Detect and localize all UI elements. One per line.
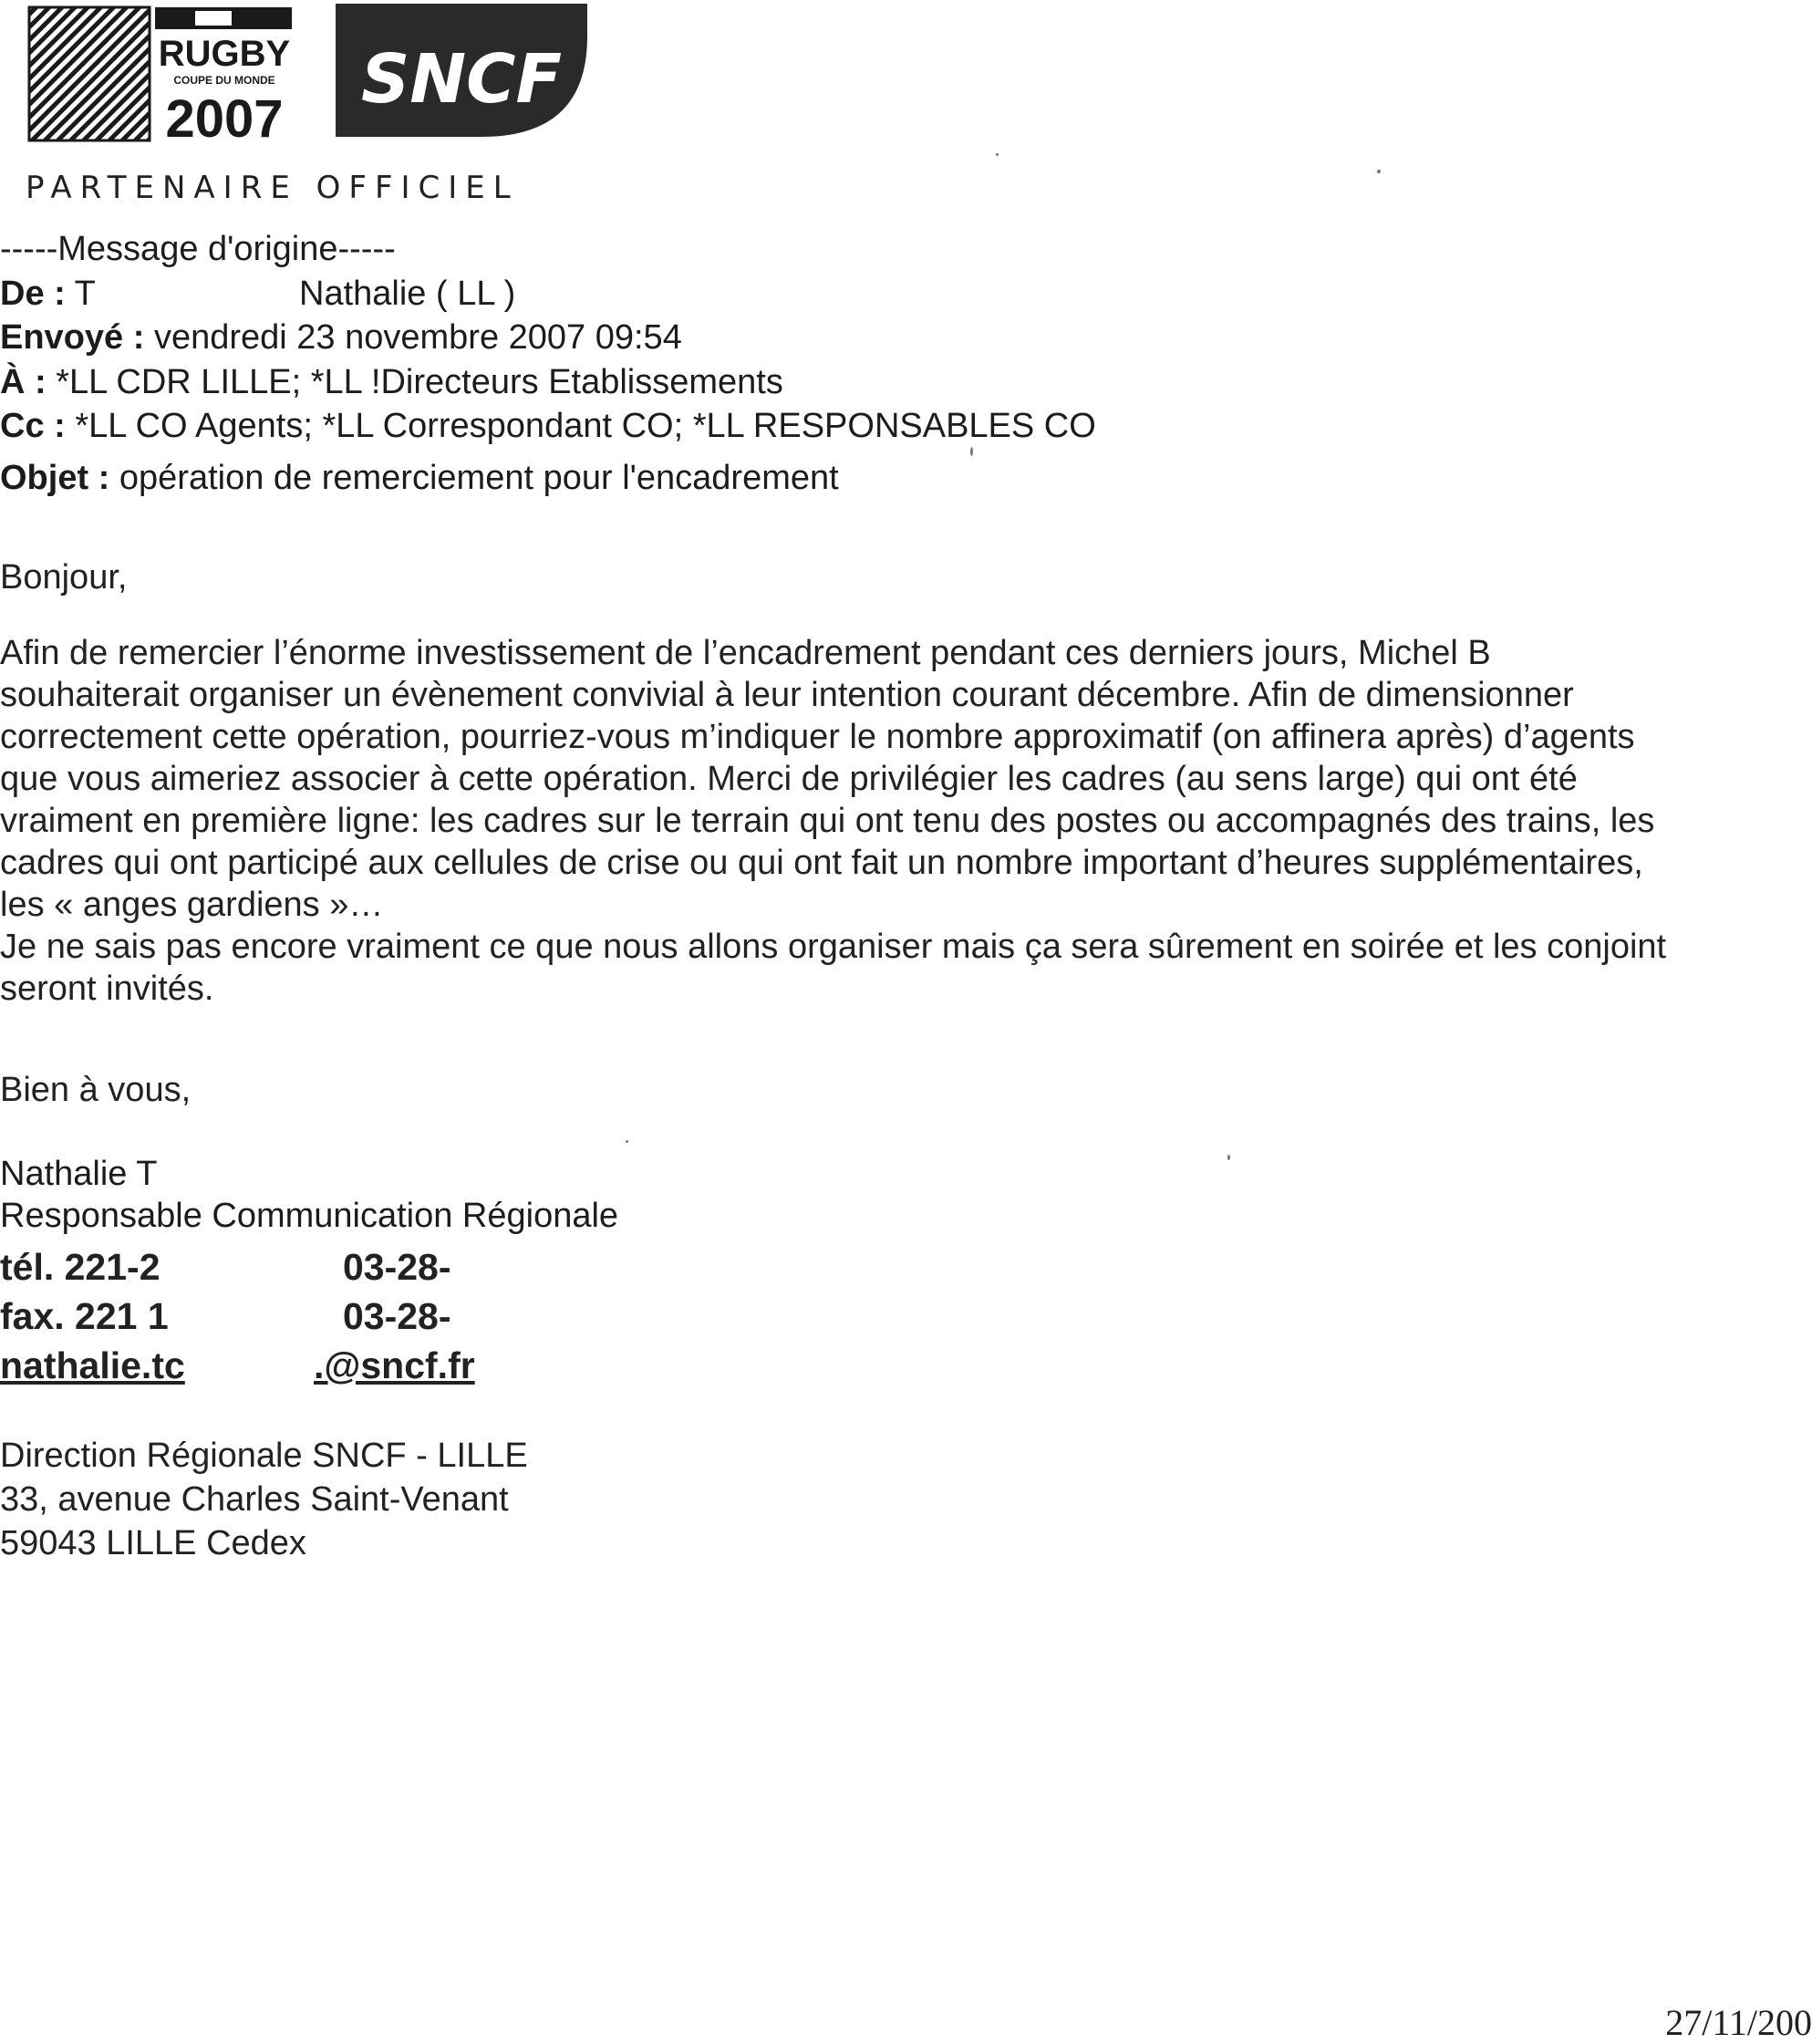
signature-block bbox=[0, 1153, 618, 1237]
sent-label: Envoyé : bbox=[0, 318, 145, 357]
postal-address bbox=[0, 1434, 528, 1565]
paragraph-line: Afin de remercier l’énorme investissement de l’encadrement pendant ces derniers jours, Michel B bbox=[0, 634, 1491, 672]
from-label: De : bbox=[0, 275, 66, 313]
paragraph-line: vraiment en première ligne: les cadres sur le terrain qui ont tenu des postes ou accompagnés des trains, les bbox=[0, 802, 1655, 840]
sncf-logo-text: SNCF bbox=[360, 40, 563, 119]
cc-label: Cc : bbox=[0, 407, 66, 445]
paragraph-line: que vous aimeriez associer à cette opération. Merci de privilégier les cadres (au sens large) qui ont été bbox=[0, 760, 1578, 798]
paragraph-line: cadres qui ont participé aux cellules de crise ou qui ont fait un nombre important d’heures supplémentaires, bbox=[0, 844, 1643, 882]
subject-value: opération de remerciement pour l'encadrement bbox=[119, 459, 839, 497]
sncf-logo bbox=[336, 0, 587, 142]
address-line: 33, avenue Charles Saint-Venant bbox=[0, 1480, 509, 1519]
scan-speck bbox=[996, 153, 999, 156]
from-value-prefix: T bbox=[74, 275, 96, 313]
page-date-stamp: 27/11/200 bbox=[1665, 2002, 1812, 2043]
scan-speck bbox=[1377, 170, 1381, 173]
fax-label: fax. 221 1 bbox=[0, 1295, 169, 1337]
message-paragraph bbox=[0, 632, 1666, 1010]
paragraph-line: correctement cette opération, pourriez-vous m’indiquer le nombre approximatif (on affinera après) d’agents bbox=[0, 718, 1635, 756]
cc-field bbox=[0, 404, 1096, 448]
subject-field bbox=[0, 456, 839, 500]
paragraph-line: les « anges gardiens »… bbox=[0, 886, 384, 924]
paragraph-line: seront invités. bbox=[0, 970, 214, 1008]
rugby-logo-year: 2007 bbox=[165, 89, 284, 146]
closing: Bien à vous, bbox=[0, 1071, 192, 1109]
signature-name: Nathalie T bbox=[0, 1155, 158, 1193]
from-value-name: Nathalie ( LL ) bbox=[299, 275, 516, 313]
paragraph-line: souhaiterait organiser un évènement convivial à leur intention courant décembre. Afin de dimensionner bbox=[0, 676, 1574, 714]
from-field bbox=[0, 272, 96, 316]
rugby-logo-subtext: COUPE DU MONDE bbox=[173, 74, 275, 87]
rugby-world-cup-logo bbox=[27, 0, 294, 146]
scan-speck bbox=[970, 447, 973, 456]
address-line: Direction Régionale SNCF - LILLE bbox=[0, 1437, 528, 1475]
email-link-left[interactable]: nathalie.tc bbox=[0, 1344, 185, 1386]
fax-number: 03-28- bbox=[343, 1295, 451, 1337]
scan-speck bbox=[626, 1140, 628, 1143]
phone-label: tél. 221-2 bbox=[0, 1246, 160, 1288]
original-message-line: -----Message d'origine----- bbox=[0, 230, 396, 268]
cc-value: *LL CO Agents; *LL Correspondant CO; *LL RESPONSABLES CO bbox=[75, 407, 1096, 445]
sent-field bbox=[0, 316, 682, 359]
paragraph-line: Je ne sais pas encore vraiment ce que nous allons organiser mais ça sera sûrement en soirée et les conjoint bbox=[0, 928, 1667, 966]
address-line: 59043 LILLE Cedex bbox=[0, 1524, 306, 1562]
signature-title: Responsable Communication Régionale bbox=[0, 1197, 619, 1235]
to-value: *LL CDR LILLE; *LL !Directeurs Etablissements bbox=[56, 363, 783, 401]
subject-label: Objet : bbox=[0, 459, 110, 497]
greeting: Bonjour, bbox=[0, 558, 128, 597]
to-field bbox=[0, 360, 783, 404]
scan-speck bbox=[1227, 1155, 1230, 1160]
rugby-logo-text: RUGBY bbox=[158, 34, 291, 74]
partner-officiel-caption: PARTENAIRE OFFICIEL bbox=[26, 170, 519, 206]
to-label: À : bbox=[0, 363, 47, 401]
sent-value: vendredi 23 novembre 2007 09:54 bbox=[153, 318, 682, 357]
phone-number: 03-28- bbox=[343, 1246, 451, 1288]
email-link-right[interactable]: .@sncf.fr bbox=[314, 1344, 475, 1386]
